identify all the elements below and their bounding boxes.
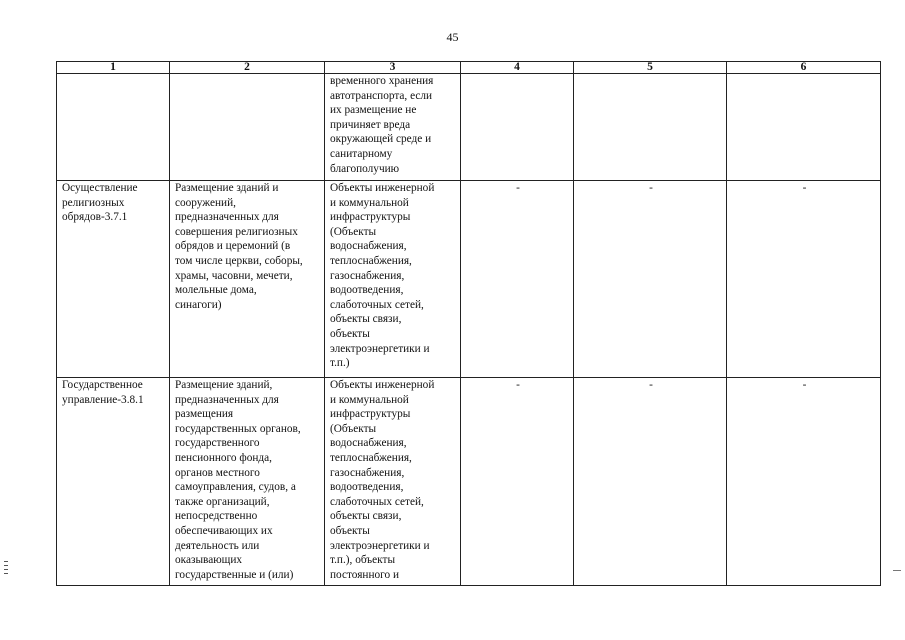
column-header: 4: [461, 62, 574, 74]
table-cell: -: [727, 378, 881, 586]
table-cell: [461, 74, 574, 181]
table-row: [57, 181, 881, 378]
table-cell: Размещение зданий, предназначенных для размещения государственных органов, государственного пенсионного фонда, органов местного самоуправления, судов, а также организаций, непосредственно обеспечивающих их деятельность или оказывающих государственные и (или): [170, 378, 325, 586]
table-cell: Объекты инженерной и коммунальной инфраструктуры (Объекты водоснабжения, теплоснабжения, газоснабжения, водоотведения, слаботочных сетей, объекты связи, объекты электроэнергетики и т.п.), объекты постоянного и: [325, 378, 461, 586]
table-cell: -: [727, 181, 881, 378]
table-cell: Размещение зданий и сооружений, предназначенных для совершения религиозных обрядов и церемоний (в том числе церкви, соборы, храмы, часовни, мечети, молельные дома, синагоги): [170, 181, 325, 378]
column-header: 3: [325, 62, 461, 74]
table-row: [57, 378, 881, 586]
scan-edge-mark: [4, 561, 8, 583]
column-header: 1: [57, 62, 170, 74]
table-cell: [170, 74, 325, 181]
table-cell: Государственное управление-3.8.1: [57, 378, 170, 586]
table-cell: -: [574, 181, 727, 378]
zoning-table: [56, 61, 881, 586]
column-header: 5: [574, 62, 727, 74]
table-cell: временного хранения автотранспорта, если их размещение не причиняет вреда окружающей среде и санитарному благополучию: [325, 74, 461, 181]
scan-edge-mark: [893, 570, 901, 571]
column-header: 6: [727, 62, 881, 74]
table-cell: [57, 74, 170, 181]
table-cell: -: [461, 181, 574, 378]
table-cell: Объекты инженерной и коммунальной инфраструктуры (Объекты водоснабжения, теплоснабжения, газоснабжения, водоотведения, слаботочных сетей, объекты связи, объекты электроэнергетики и т.п.): [325, 181, 461, 378]
table-cell: Осуществление религиозных обрядов-3.7.1: [57, 181, 170, 378]
table-cell: -: [461, 378, 574, 586]
table-row: [57, 74, 881, 181]
table-cell: -: [574, 378, 727, 586]
page-number: 45: [446, 30, 459, 44]
table-cell: [574, 74, 727, 181]
column-header: 2: [170, 62, 325, 74]
table-header-row: [57, 62, 881, 74]
table-cell: [727, 74, 881, 181]
